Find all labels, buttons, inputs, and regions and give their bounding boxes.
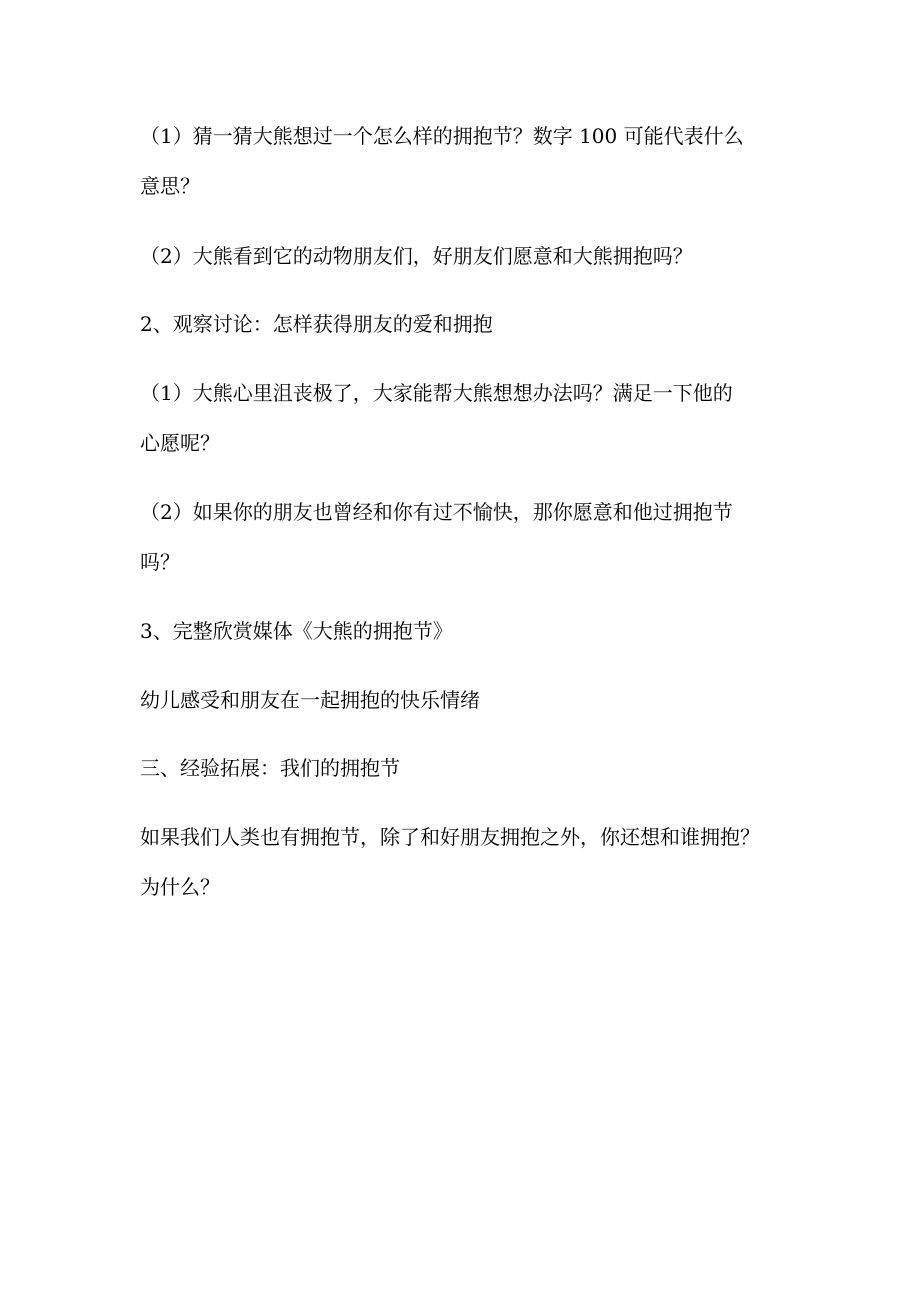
text-line: 意思？ (140, 174, 200, 198)
text-line: （2）如果你的朋友也曾经和你有过不愉快，那你愿意和他过拥抱节 (140, 500, 733, 524)
text-line: 三、经验拓展：我们的拥抱节 (140, 756, 400, 780)
text-line: 心愿呢？ (140, 431, 220, 455)
text-line: （1）大熊心里沮丧极了，大家能帮大熊想想办法吗？满足一下他的 (140, 381, 733, 405)
text-line: 3、完整欣赏媒体《大熊的拥抱节》 (140, 619, 453, 643)
section-heading-experience-expand (140, 743, 790, 793)
question-2-unpleasant-friend (140, 487, 790, 587)
section-heading-observe-discuss (140, 299, 790, 349)
text-line: 如果我们人类也有拥抱节，除了和好朋友拥抱之外，你还想和谁拥抱？ (140, 825, 760, 849)
question-1-guess-hug-festival (140, 111, 790, 211)
question-2-friends-hug (140, 231, 790, 281)
text-line: 幼儿感受和朋友在一起拥抱的快乐情绪 (140, 688, 480, 712)
paragraph-feel-happiness (140, 675, 790, 725)
text-line: 为什么？ (140, 875, 220, 899)
text-line: 吗？ (140, 550, 180, 574)
text-line: （1）猜一猜大熊想过一个怎么样的拥抱节？数字 100 可能代表什么 (140, 124, 744, 148)
text-line: 2、观察讨论：怎样获得朋友的爱和拥抱 (140, 312, 493, 336)
question-1-help-bear (140, 368, 790, 468)
section-heading-appreciate-media (140, 606, 790, 656)
paragraph-human-hug-festival (140, 812, 790, 912)
text-line: （2）大熊看到它的动物朋友们，好朋友们愿意和大熊拥抱吗？ (140, 244, 693, 268)
